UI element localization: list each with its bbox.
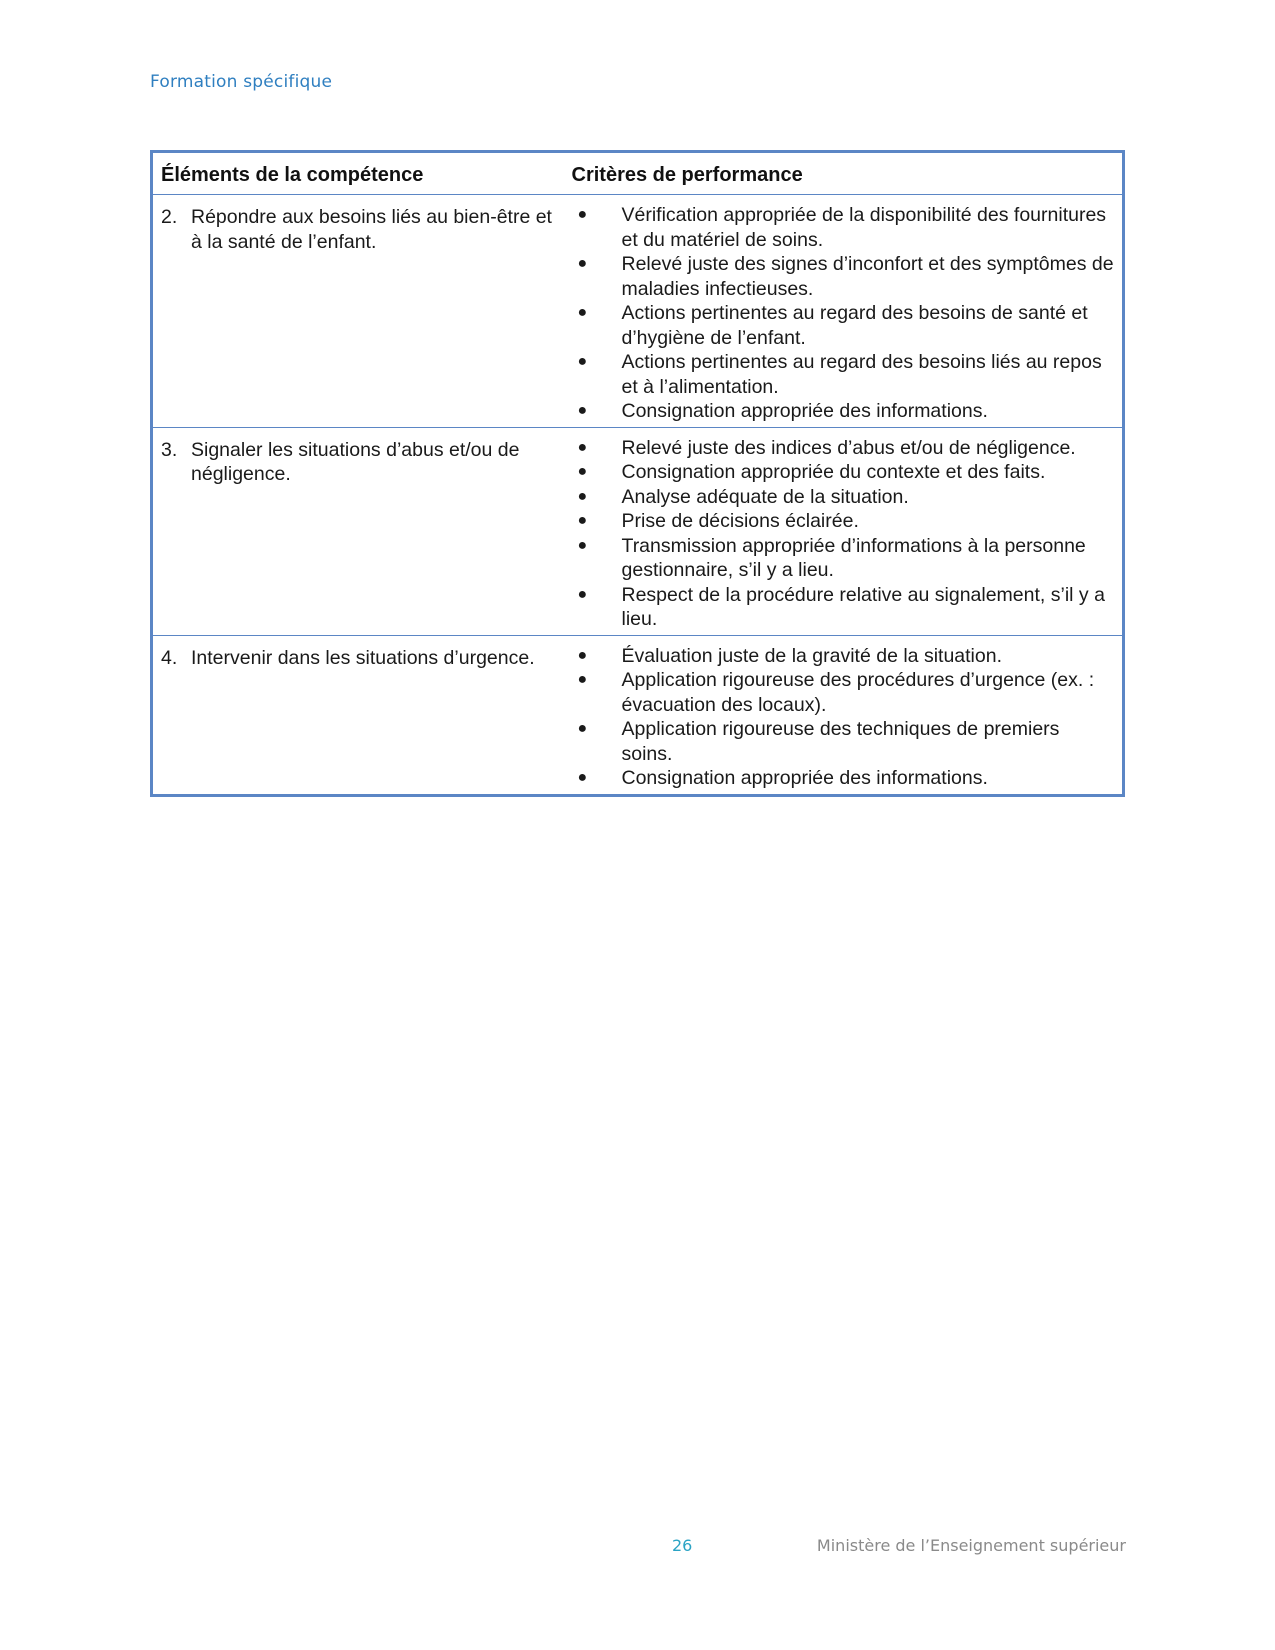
list-item bbox=[572, 460, 1115, 485]
list-item bbox=[572, 509, 1115, 534]
table-row bbox=[152, 427, 1124, 635]
element-cell bbox=[152, 427, 564, 635]
list-item bbox=[572, 717, 1115, 766]
list-item bbox=[572, 252, 1115, 301]
criteria-list bbox=[572, 644, 1115, 791]
criterion-text: Actions pertinentes au regard des besoins liés au repos et à l’alimentation. bbox=[621, 351, 1102, 398]
criterion-text: Respect de la procédure relative au signalement, s’il y a lieu. bbox=[621, 583, 1105, 630]
criterion-text: Analyse adéquate de la situation. bbox=[621, 485, 909, 508]
list-item bbox=[572, 668, 1115, 717]
element-text: Intervenir dans les situations d’urgence. bbox=[191, 646, 535, 669]
bullet-icon: ● bbox=[577, 304, 588, 321]
element-text: Répondre aux besoins liés au bien-être et à la santé de l’enfant. bbox=[191, 206, 552, 253]
bullet-icon: ● bbox=[577, 512, 588, 529]
element-cell bbox=[152, 195, 564, 428]
bullet-icon: ● bbox=[577, 671, 588, 688]
criterion-text: Relevé juste des signes d’inconfort et des symptômes de maladies infectieuses. bbox=[621, 253, 1114, 300]
table-header-row bbox=[152, 152, 1124, 195]
bullet-icon: ● bbox=[577, 720, 588, 737]
bullet-icon: ● bbox=[577, 769, 588, 786]
footer-organization: Ministère de l’Enseignement supérieur bbox=[816, 1536, 1126, 1555]
bullet-icon: ● bbox=[577, 487, 588, 505]
element-number: 2. bbox=[161, 206, 178, 228]
header-elements: Éléments de la compétence bbox=[152, 152, 564, 195]
list-item bbox=[572, 399, 1115, 424]
competence-table bbox=[150, 150, 1125, 797]
criterion-text: Transmission appropriée d’informations à la personne gestionnaire, s’il y a lieu. bbox=[621, 534, 1086, 581]
criteria-cell bbox=[564, 195, 1124, 428]
list-item bbox=[572, 203, 1115, 252]
page-header-title: Formation spécifique bbox=[150, 72, 333, 92]
bullet-icon: ● bbox=[577, 206, 588, 223]
bullet-icon: ● bbox=[577, 646, 588, 664]
table-row bbox=[152, 195, 1124, 428]
bullet-icon: ● bbox=[577, 536, 588, 554]
list-item bbox=[572, 485, 1115, 510]
element-number: 3. bbox=[161, 438, 178, 461]
table-row bbox=[152, 635, 1124, 795]
criteria-cell bbox=[564, 635, 1124, 795]
list-item bbox=[572, 644, 1115, 669]
element-cell bbox=[152, 635, 564, 795]
criteria-list bbox=[572, 436, 1115, 632]
element-text: Signaler les situations d’abus et/ou de négligence. bbox=[191, 438, 520, 485]
bullet-icon: ● bbox=[577, 353, 588, 370]
criterion-text: Prise de décisions éclairée. bbox=[621, 510, 859, 532]
list-item bbox=[572, 583, 1115, 632]
criterion-text: Évaluation juste de la gravité de la situation. bbox=[621, 644, 1002, 667]
criterion-text: Consignation appropriée des informations. bbox=[621, 767, 988, 789]
bullet-icon: ● bbox=[577, 585, 588, 603]
criterion-text: Consignation appropriée des informations. bbox=[621, 400, 988, 422]
criterion-text: Vérification appropriée de la disponibilité des fournitures et du matériel de soins. bbox=[621, 204, 1107, 251]
criterion-text: Relevé juste des indices d’abus et/ou de négligence. bbox=[621, 436, 1076, 459]
criterion-text: Actions pertinentes au regard des besoins de santé et d’hygiène de l’enfant. bbox=[621, 302, 1088, 349]
criteria-cell bbox=[564, 427, 1124, 635]
criterion-text: Application rigoureuse des techniques de premiers soins. bbox=[621, 718, 1060, 765]
list-item bbox=[572, 766, 1115, 791]
page-number: 26 bbox=[672, 1536, 693, 1555]
bullet-icon: ● bbox=[577, 402, 588, 419]
list-item bbox=[572, 350, 1115, 399]
criterion-text: Application rigoureuse des procédures d’urgence (ex. : évacuation des locaux). bbox=[621, 669, 1095, 716]
list-item bbox=[572, 436, 1115, 461]
bullet-icon: ● bbox=[577, 463, 588, 480]
header-criteria: Critères de performance bbox=[564, 152, 1124, 195]
bullet-icon: ● bbox=[577, 255, 588, 272]
list-item bbox=[572, 301, 1115, 350]
list-item bbox=[572, 534, 1115, 583]
criteria-list bbox=[572, 203, 1115, 424]
element-number: 4. bbox=[161, 646, 178, 669]
criterion-text: Consignation appropriée du contexte et des faits. bbox=[621, 461, 1046, 483]
bullet-icon: ● bbox=[577, 438, 588, 456]
